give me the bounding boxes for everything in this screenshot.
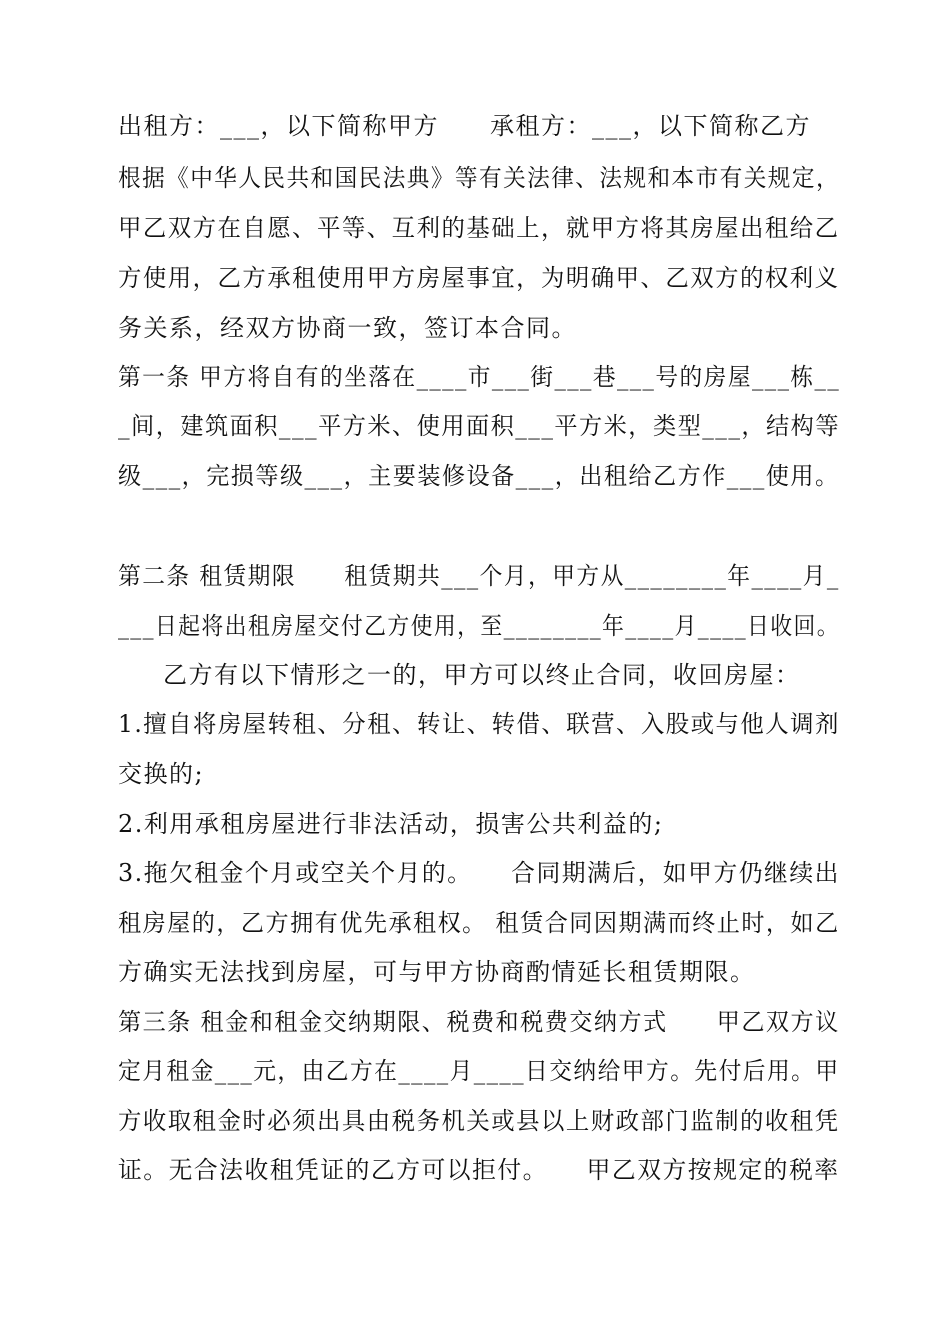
text-line: 甲乙双方在自愿、平等、互利的基础上，就甲方将其房屋出租给乙 <box>118 214 840 242</box>
text-line: 方收取租金时必须出具由税务机关或县以上财政部门监制的收租凭 <box>118 1107 840 1135</box>
text-line: 1.擅自将房屋转租、分租、转让、转借、联营、入股或与他人调剂 <box>118 710 840 738</box>
text-line: 务关系，经双方协商一致，签订本合同。 <box>118 314 577 342</box>
text-line: 证。无合法收租凭证的乙方可以拒付。 甲乙双方按规定的税率 <box>118 1156 840 1184</box>
text-line: 定月租金___元，由乙方在____月____日交纳给甲方。先付后用。甲 <box>118 1057 840 1085</box>
text-line: 交换的; <box>118 760 205 788</box>
text-line: 第二条 租赁期限 租赁期共___个月，甲方从________年____月_ <box>118 562 840 590</box>
text-line: 租房屋的，乙方拥有优先承租权。 租赁合同因期满而终止时，如乙 <box>118 909 840 937</box>
text-line: 出租方：___，以下简称甲方 承租方：___，以下简称乙方 <box>118 112 811 140</box>
text-line: ___日起将出租房屋交付乙方使用，至________年____月____日收回。 <box>118 612 840 640</box>
text-line: _间，建筑面积___平方米、使用面积___平方米，类型___，结构等 <box>118 412 840 440</box>
text-line: 2.利用承租房屋进行非法活动，损害公共利益的; <box>118 810 664 838</box>
text-line: 方使用，乙方承租使用甲方房屋事宜，为明确甲、乙双方的权利义 <box>118 264 840 292</box>
text-line: 第三条 租金和租金交纳期限、税费和税费交纳方式 甲乙双方议 <box>118 1008 840 1036</box>
text-line: 根据《中华人民共和国民法典》等有关法律、法规和本市有关规定， <box>118 164 841 192</box>
text-line: 级___，完损等级___，主要装修设备___，出租给乙方作___使用。 <box>118 462 840 490</box>
text-line: 方确实无法找到房屋，可与甲方协商酌情延长租赁期限。 <box>118 958 756 986</box>
text-line: 第一条 甲方将自有的坐落在____市___街___巷___号的房屋___栋__ <box>118 363 841 391</box>
text-line: 3.拖欠租金个月或空关个月的。 合同期满后，如甲方仍继续出 <box>118 859 840 887</box>
text-line: 乙方有以下情形之一的，甲方可以终止合同，收回房屋： <box>163 661 801 689</box>
